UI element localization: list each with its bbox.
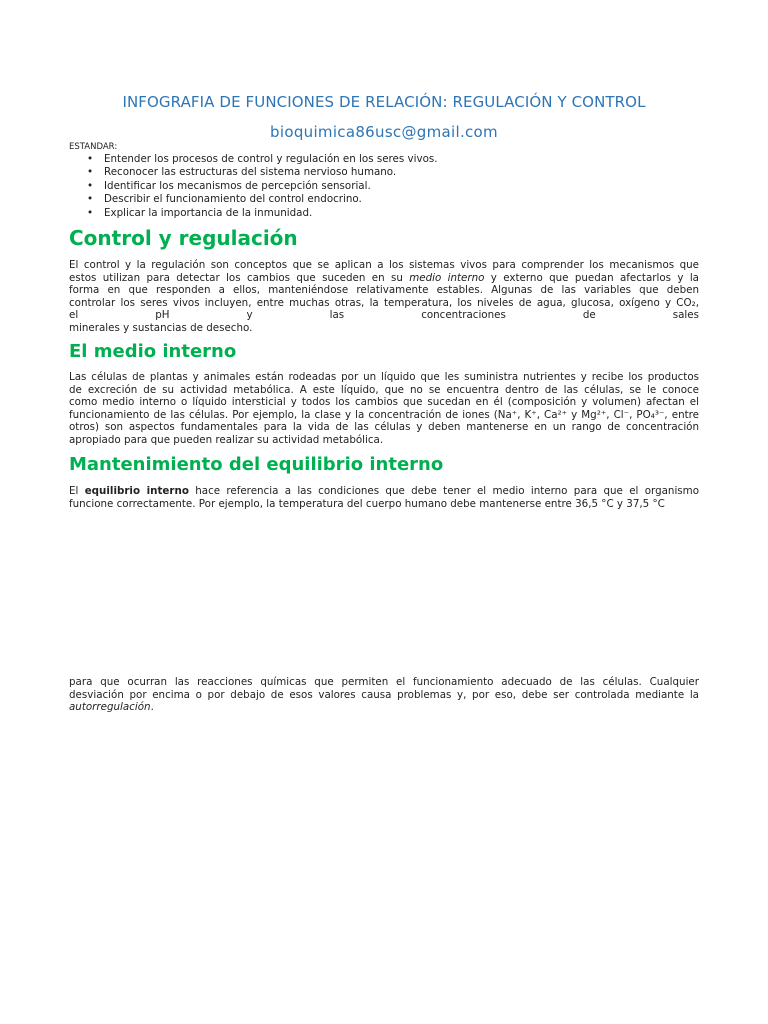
paragraph-line: El control y la regulación son conceptos que se aplican a los sistemas vivos para comprender los mecanismos que [69,259,699,271]
list-item: • Reconocer las estructuras del sistema nervioso humano. [87,166,397,179]
list-item: • Explicar la importancia de la inmunidad. [87,206,313,219]
paragraph-line: El equilibrio interno hace referencia a las condiciones que debe tener el medio interno para que el organismo [69,485,699,497]
list-item: • Identificar los mecanismos de percepción sensorial. [87,179,371,192]
bullet-icon: • [87,153,94,165]
heading-control-regulacion: Control y regulación [69,226,298,250]
paragraph-equilibrio-continuacion [69,676,699,714]
italic-term: autorregulación [69,701,151,714]
standards-list [69,153,438,220]
paragraph-line: autorregulación. [69,701,154,714]
paragraph-line: funcionamiento de las células. Por ejemplo, la clase y la concentración de iones (Na⁺, K⁺, Ca²⁺ y Mg²⁺, Cl⁻, PO₄³⁻, entre [69,408,699,421]
paragraph-line: Las células de plantas y animales están rodeadas por un líquido que les suministra nutrientes y recibe los productos [69,371,699,383]
paragraph-line: de excreción de su actividad metabólica. A este líquido, que no se encuentra dentro de las células, se le conoce [69,383,699,396]
bullet-icon: • [87,179,94,192]
bullet-icon: • [87,206,94,219]
estandar-label: ESTANDAR: [69,142,118,152]
paragraph-control-regulacion [69,259,699,335]
paragraph-line: estos utilizan para detectar los cambios que suceden en su medio interno y externo que puedan afectarlos y la [69,271,699,284]
paragraph-line: para que ocurran las reacciones químicas que permiten el funcionamiento adecuado de las células. Cualquier [69,676,699,688]
paragraph-line: minerales y sustancias de desecho. [69,321,253,334]
list-item: • Describir el funcionamiento del control endocrino. [87,193,362,206]
list-item: • Entender los procesos de control y regulación en los seres vivos. [87,153,438,165]
paragraph-line: el pH y las concentraciones de sales [69,309,699,322]
bullet-icon: • [87,166,94,179]
paragraph-line: controlar los seres vivos incluyen, entre muchas otras, la temperatura, los niveles de agua, glucosa, oxígeno y CO₂, [69,296,699,309]
paragraph-equilibrio-interno [69,485,699,510]
paragraph-line: forma en que responden a ellos, manteniéndose relativamente estables. Algunas de las variables que deben [69,284,699,297]
document-title: INFOGRAFIA DE FUNCIONES DE RELACIÓN: REGULACIÓN Y CONTROL [122,93,646,111]
paragraph-line: otros) son aspectos fundamentales para la vida de las células y deben mantenerse en un rango de concentración [69,421,699,434]
paragraph-line: desviación por encima o por debajo de esos valores causa problemas y, por eso, debe ser controlada mediante la [69,688,699,701]
paragraph-line: apropiado para que pueden realizar su actividad metabólica. [69,433,384,446]
paragraph-line: funcione correctamente. Por ejemplo, la temperatura del cuerpo humano debe mantenerse entre 36,5 °C y 37,5 °C [69,497,665,510]
bold-term: equilibrio interno [84,485,189,497]
paragraph-line: como medio interno o líquido intersticial y todos los cambios que sucedan en él (composición y volumen) afectan el [69,396,699,409]
paragraph-medio-interno [69,371,699,447]
author-email: bioquimica86usc@gmail.com [270,123,498,141]
heading-medio-interno: El medio interno [69,341,237,362]
heading-mantenimiento-equilibrio: Mantenimiento del equilibrio interno [69,454,444,475]
bullet-icon: • [87,193,94,206]
